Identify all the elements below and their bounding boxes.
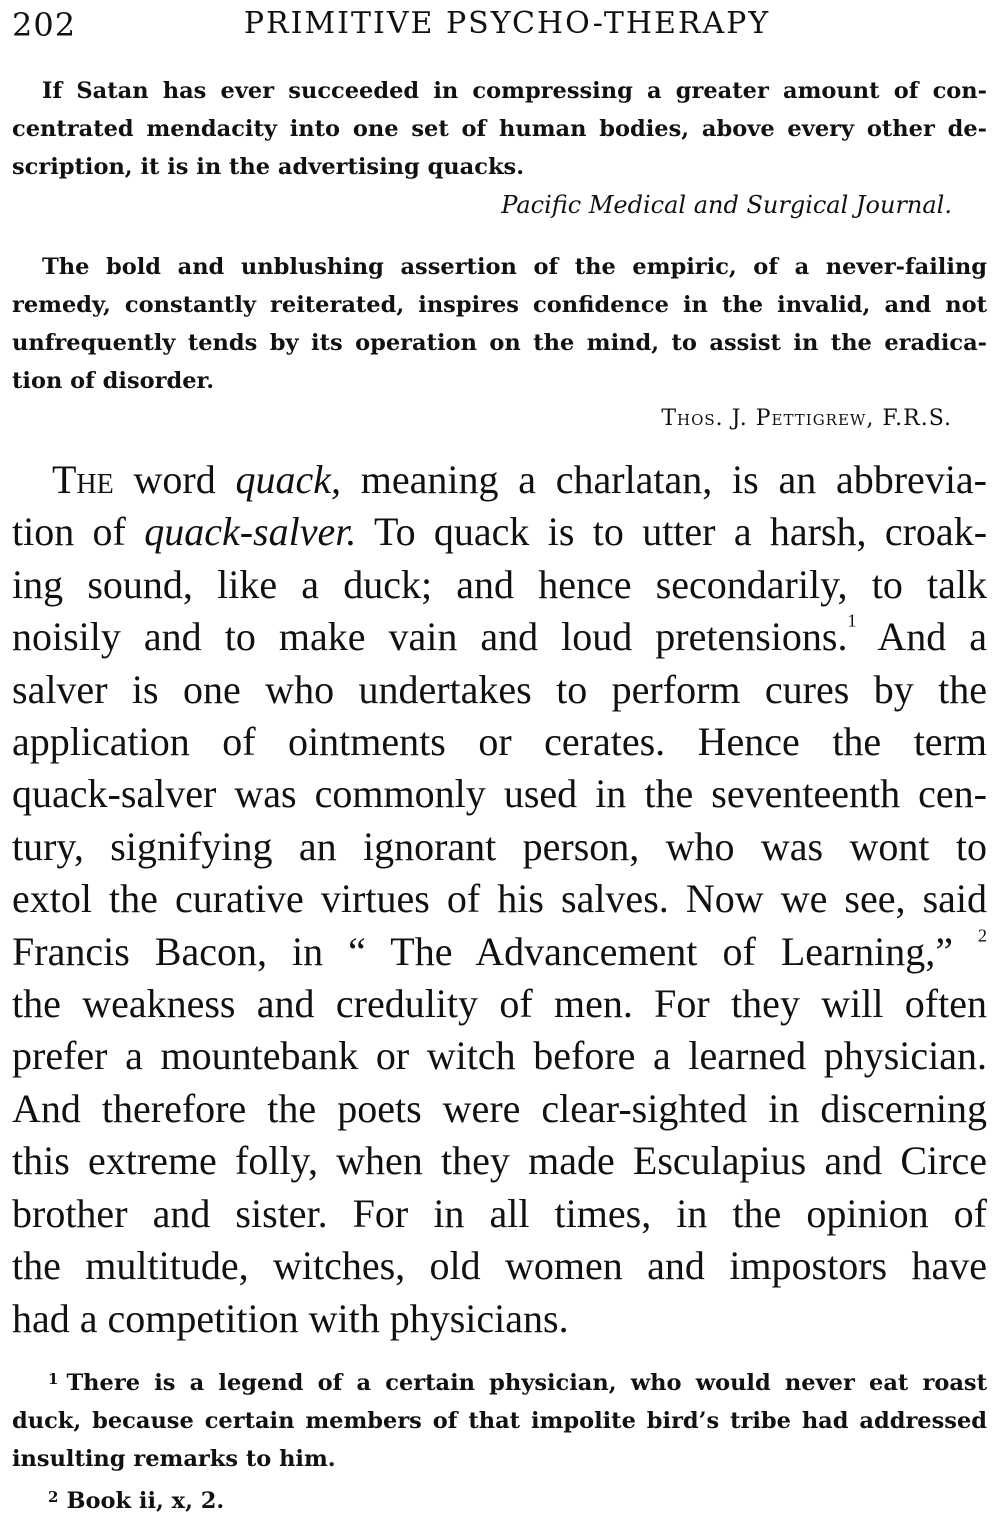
paragraph-line	[12, 611, 987, 663]
footnote-text: There is a legend of a certain physician, who would never eat roast	[66, 1370, 987, 1396]
paragraph-line: tury, signifying an ignorant person, who was wont to	[12, 823, 987, 869]
epigraph-pettigrew	[12, 248, 987, 438]
paragraph-line: application of ointments or cerates. Hence the term	[12, 719, 987, 765]
epigraph-source: Pacific Medical and Surgical Journal.	[501, 191, 952, 219]
paragraph-line: the weakness and credulity of men. For they will often	[12, 981, 987, 1027]
footnote-line: duck, because certain members of that impolite bird’s tribe had addressed	[12, 1408, 987, 1434]
footnote-line: insulting remarks to him.	[12, 1446, 336, 1472]
paragraph-line: the multitude, witches, old women and impostors have	[12, 1243, 987, 1289]
paragraph-line: brother and sister. For in all times, in the opinion of	[12, 1190, 987, 1236]
epigraph-line: The bold and unblushing assertion of the empiric, of a never-failing	[42, 254, 987, 280]
paragraph-line	[12, 454, 987, 506]
epigraph-line: remedy, constantly reiterated, inspires confidence in the invalid, and not	[12, 292, 987, 318]
text-run: Francis Bacon, in “ The Advancement of Learning,”	[12, 928, 953, 974]
epigraph-line: unfrequently tends by its operation on the mind, to assist in the eradica-	[12, 330, 987, 356]
page-number: 202	[12, 6, 77, 44]
footnote-ref: 1	[847, 610, 857, 631]
epigraph-line: centrated mendacity into one set of human bodies, above every other de-	[12, 116, 987, 142]
epigraph-author: Thos. J. Pettigrew, F.R.S.	[661, 406, 952, 431]
paragraph-line: this extreme folly, when they made Esculapius and Circe	[12, 1138, 987, 1184]
footnotes	[12, 1360, 987, 1520]
page-header	[12, 6, 987, 46]
paragraph-line: prefer a mountebank or witch before a learned physician.	[12, 1033, 987, 1079]
footnote-marker: 1	[48, 1370, 59, 1388]
drop-word: The	[52, 457, 114, 502]
text-run: To quack is to utter a harsh, croak-	[356, 509, 988, 555]
paragraph-line: ing sound, like a duck; and hence secondarily, to talk	[12, 561, 987, 607]
text-run: meaning a charlatan, is an abbrevia-	[341, 457, 987, 502]
paragraph-line: salver is one who undertakes to perform cures by the	[12, 666, 987, 712]
paragraph-line: had a competition with physicians.	[12, 1295, 569, 1341]
text-run: tion of	[12, 509, 145, 555]
paragraph-line	[12, 926, 987, 978]
italic-term: quack-salver.	[144, 509, 357, 555]
footnote-2	[12, 1478, 987, 1520]
paragraph-line: quack-salver was commonly used in the seventeenth cen-	[12, 771, 987, 817]
epigraph-pacific-journal	[12, 72, 987, 224]
footnote-1	[12, 1360, 987, 1402]
text-run: word	[113, 457, 236, 502]
running-head: PRIMITIVE PSYCHO-THERAPY	[243, 6, 771, 41]
footnote-ref: 2	[978, 925, 987, 946]
epigraph-line: If Satan has ever succeeded in compressing a greater amount of con-	[42, 78, 987, 104]
footnote-text: Book ii, x, 2.	[66, 1488, 225, 1514]
footnote-marker: 2	[48, 1488, 59, 1506]
epigraph-line: tion of disorder.	[12, 368, 215, 394]
italic-term: quack,	[235, 457, 341, 502]
epigraph-line: scription, it is in the advertising quacks.	[12, 154, 525, 180]
paragraph-line: And therefore the poets were clear-sighted in discerning	[12, 1085, 987, 1131]
text-run: noisily and to make vain and loud pretensions.	[12, 614, 848, 660]
text-run: And a	[856, 614, 987, 660]
paragraph-line	[12, 506, 987, 558]
main-paragraph	[12, 454, 987, 1345]
paragraph-line: extol the curative virtues of his salves. Now we see, said	[12, 876, 987, 922]
